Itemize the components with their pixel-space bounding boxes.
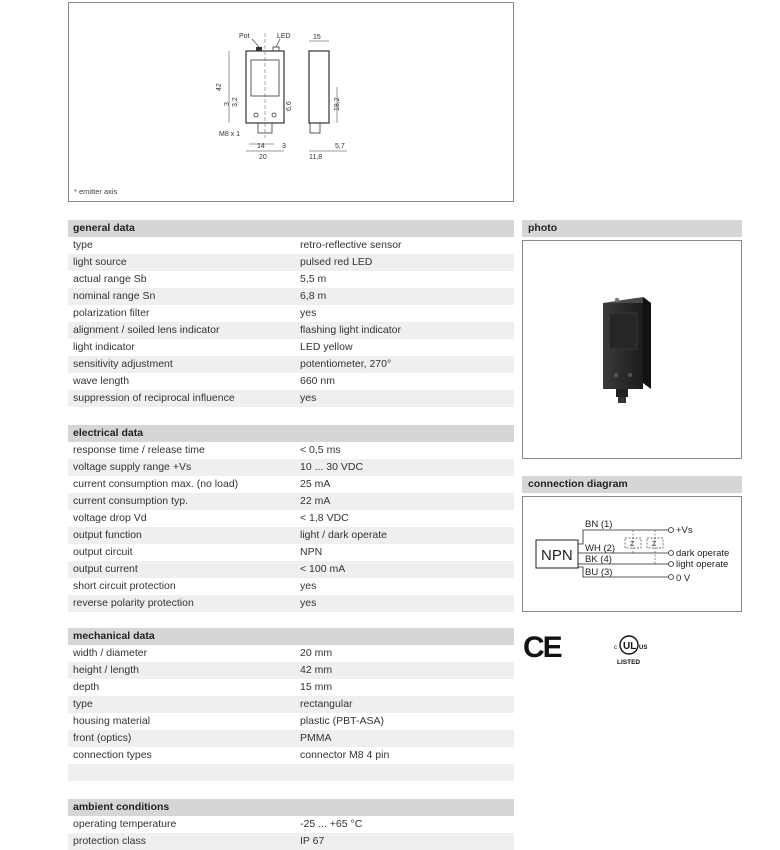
npn-label: NPN xyxy=(541,547,573,564)
photo-hole-right xyxy=(628,373,632,377)
dim-5-7: 5,7 xyxy=(335,143,345,150)
sensor-side-outline xyxy=(309,51,329,123)
table-row: current consumption max. (no load) 25 mA xyxy=(73,478,331,490)
table-row: housing material plastic (PBT-ASA) xyxy=(73,715,385,727)
wire-bn-label: BN (1) xyxy=(585,519,613,530)
ambient-conditions-heading: ambient conditions xyxy=(68,799,514,816)
emitter-axis-note: * emitter axis xyxy=(74,187,118,196)
dim-42: 42 xyxy=(216,83,223,91)
dim-14: 14 xyxy=(257,143,265,150)
pot-label: Pot xyxy=(239,33,250,40)
table-row: front (optics) PMMA xyxy=(68,730,514,747)
electrical-data-section xyxy=(68,425,514,612)
dim-6-6: 6,6 xyxy=(286,101,293,111)
ce-mark: CE xyxy=(523,631,561,664)
pot-screw xyxy=(615,298,619,302)
ul-us: US xyxy=(639,645,648,651)
table-row: actual range Sb 5,5 m xyxy=(73,273,327,285)
table-row: operating temperature -25 ... +65 °C xyxy=(73,818,363,830)
general-data-rows xyxy=(68,237,514,407)
table-row: current consumption typ. 22 mA xyxy=(68,493,514,510)
ul-listed-mark xyxy=(612,634,654,671)
table-row: voltage drop Vd < 1,8 VDC xyxy=(73,512,349,524)
photo-heading: photo xyxy=(522,220,742,237)
connection-diagram-heading: connection diagram xyxy=(522,476,742,493)
ul-mark-svg xyxy=(612,634,654,668)
product-photo xyxy=(522,240,742,459)
mount-hole-right xyxy=(272,113,276,117)
photo-connector xyxy=(616,389,628,397)
table-row: connection types connector M8 4 pin xyxy=(73,749,390,761)
table-row: output function light / dark operate xyxy=(68,527,514,544)
table-row: response time / release time < 0,5 ms xyxy=(73,444,341,456)
ambient-conditions-rows xyxy=(68,816,514,850)
pot-knob xyxy=(256,47,262,51)
table-row: nominal range Sn 6,8 m xyxy=(68,288,514,305)
dimension-drawing xyxy=(68,2,514,202)
connector-side xyxy=(310,123,320,133)
load-z2-label: Z xyxy=(652,541,657,548)
table-row: reverse polarity protection yes xyxy=(68,595,514,612)
mechanical-data-rows xyxy=(68,645,514,781)
vs-label: +Vs xyxy=(676,525,693,536)
dimension-drawing-svg xyxy=(69,3,515,203)
terminal-light xyxy=(669,562,674,567)
table-row: sensitivity adjustment potentiometer, 270° xyxy=(68,356,514,373)
wire-wh-label: WH (2) xyxy=(585,543,616,554)
led-label: LED xyxy=(277,33,291,40)
table-row: depth 15 mm xyxy=(73,681,333,693)
sensor-photo-illustration xyxy=(523,241,741,458)
table-row: light indicator LED yellow xyxy=(73,341,353,353)
mechanical-data-section xyxy=(68,628,514,781)
photo-hole-left xyxy=(614,373,618,377)
table-row: light source pulsed red LED xyxy=(68,254,514,271)
mount-hole-left xyxy=(254,113,258,117)
general-data-section xyxy=(68,220,514,407)
table-row: suppression of reciprocal influence yes xyxy=(68,390,514,407)
pot-leader xyxy=(252,39,259,47)
photo-connector-nut xyxy=(618,397,626,403)
ambient-conditions-section xyxy=(68,799,514,850)
connection-diagram-svg xyxy=(523,497,741,611)
zero-volt-label: 0 V xyxy=(676,573,691,584)
sensor-side-face xyxy=(643,297,651,389)
load-z1-label: Z xyxy=(630,541,635,548)
connection-diagram xyxy=(522,496,742,612)
sensor-optics xyxy=(609,313,637,349)
light-operate-label: light operate xyxy=(676,559,729,570)
electrical-data-heading: electrical data xyxy=(68,425,514,442)
mechanical-data-heading: mechanical data xyxy=(68,628,514,645)
ul-c: c xyxy=(614,645,617,651)
table-row: polarization filter yes xyxy=(73,307,317,319)
terminal-vs xyxy=(669,528,674,533)
table-row-empty xyxy=(68,764,514,781)
table-row: output circuit NPN xyxy=(73,546,323,558)
dim-m8: M8 x 1 xyxy=(219,131,241,138)
dim-3b: 3 xyxy=(282,143,286,150)
table-row: voltage supply range +Vs 10 ... 30 VDC xyxy=(68,459,514,476)
led-leader xyxy=(276,39,280,47)
table-row: height / length 42 mm xyxy=(68,662,514,679)
dim-3-2: 3,2 xyxy=(232,97,239,107)
dim-18-2: 18,2 xyxy=(334,97,341,111)
wire-bk-label: BK (4) xyxy=(585,554,612,565)
table-row: wave length 660 nm xyxy=(73,375,336,387)
dim-15: 15 xyxy=(313,34,321,41)
dim-3: 3 xyxy=(224,102,231,106)
table-row: short circuit protection yes xyxy=(73,580,317,592)
general-data-heading: general data xyxy=(68,220,514,237)
dim-20: 20 xyxy=(259,154,267,161)
table-row: output current < 100 mA xyxy=(68,561,514,578)
dim-11-8: 11,8 xyxy=(309,154,323,161)
electrical-data-rows xyxy=(68,442,514,612)
ul-listed: LISTED xyxy=(617,659,641,666)
terminal-0v xyxy=(669,575,674,580)
table-row: width / diameter 20 mm xyxy=(73,647,333,659)
table-row: protection class IP 67 xyxy=(68,833,514,850)
ul-core: UL xyxy=(623,641,637,652)
wire-bu-label: BU (3) xyxy=(585,567,613,578)
table-row: alignment / soiled lens indicator flashing light indicator xyxy=(68,322,514,339)
table-row: type rectangular xyxy=(68,696,514,713)
table-row: type retro-reflective sensor xyxy=(73,239,402,251)
dark-operate-label: dark operate xyxy=(676,548,730,559)
terminal-dark xyxy=(669,551,674,556)
